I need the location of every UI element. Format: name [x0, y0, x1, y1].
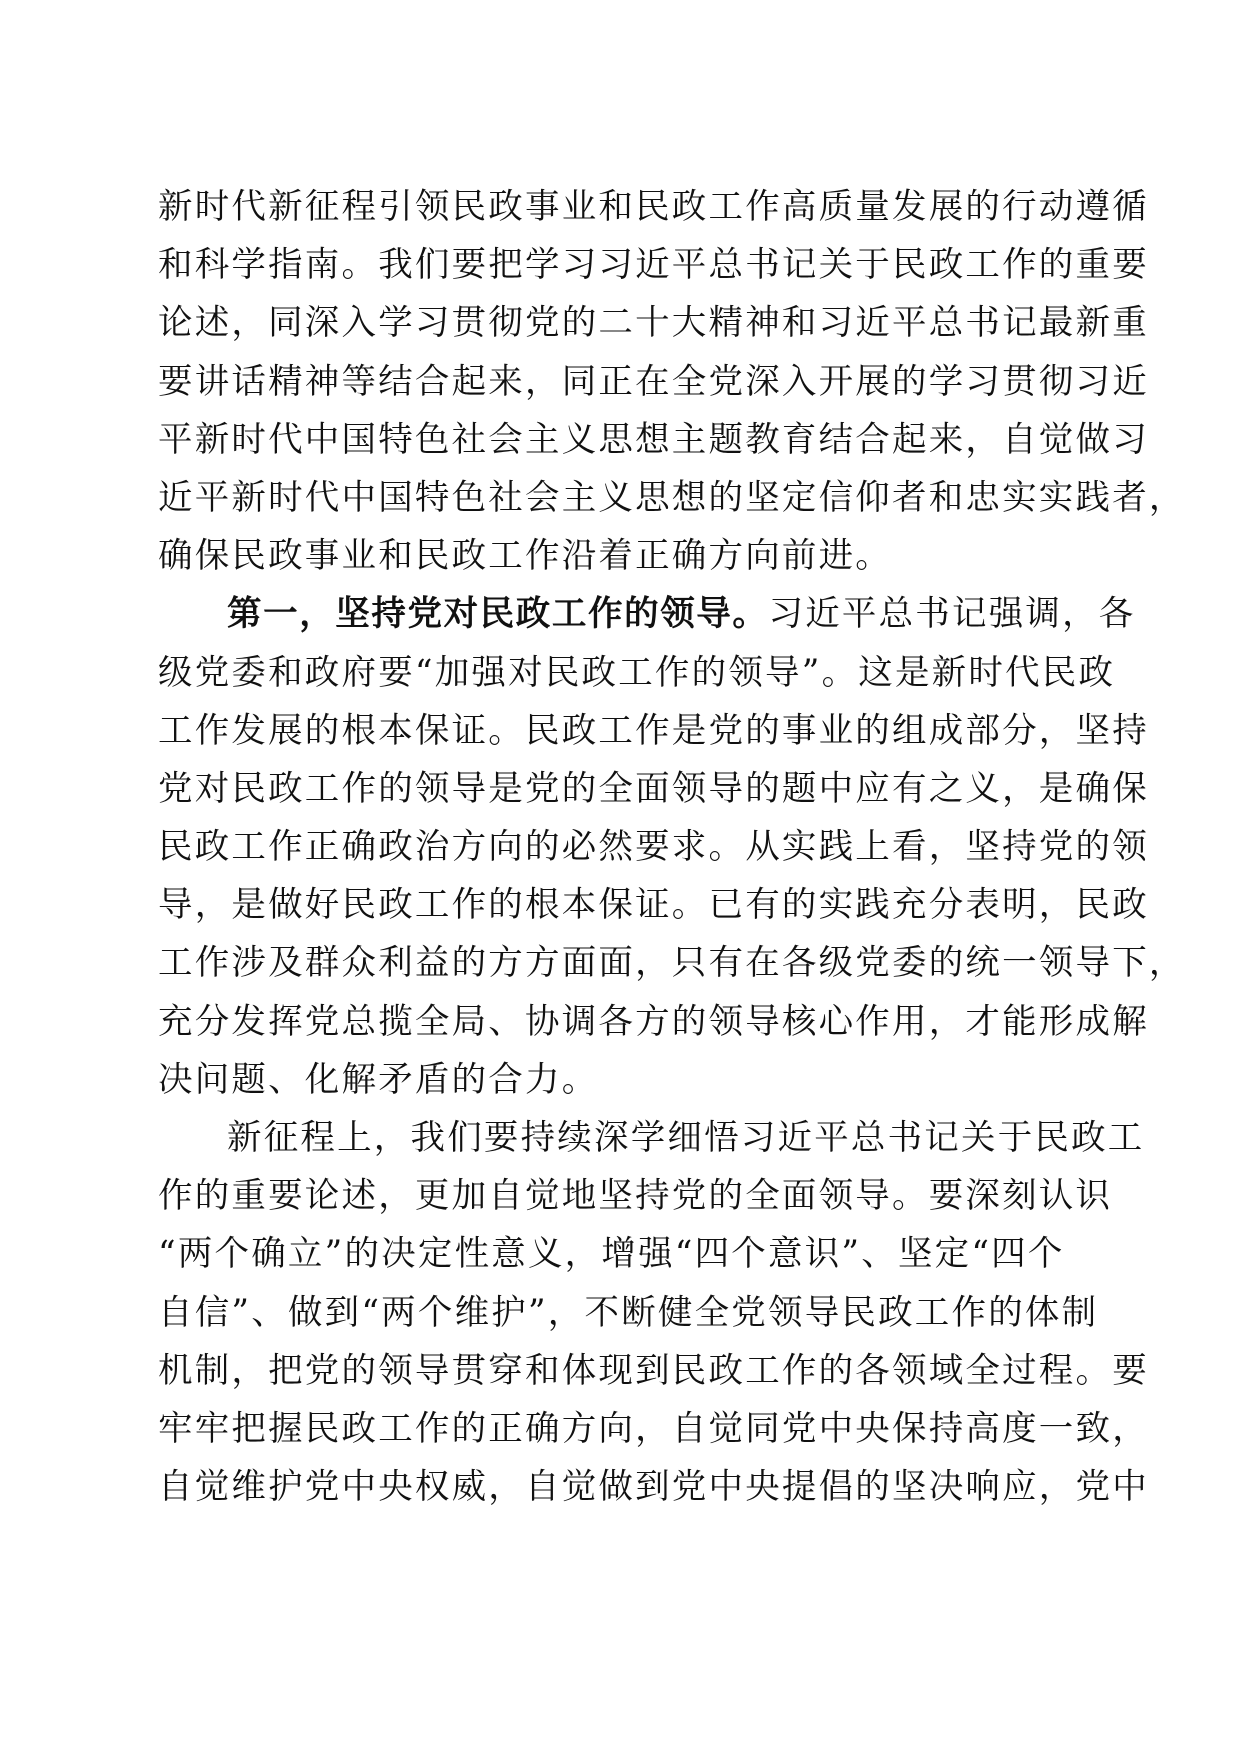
text-line: 要讲话精神等结合起来，同正在全党深入开展的学习贯彻习近 — [158, 361, 1149, 402]
text-line: 充分发挥党总揽全局、协调各方的领导核心作用，才能形成解 — [158, 1001, 1149, 1042]
text-line: 级党委和政府要“加强对民政工作的领导”。这是新时代民政 — [158, 652, 1116, 693]
text-line: “两个确立”的决定性意义，增强“四个意识”、坚定“四个 — [158, 1234, 1065, 1275]
paragraph-3 — [158, 1109, 1149, 1516]
document-body — [158, 178, 1186, 1516]
section-heading-rest: 习近平总书记强调，各 — [768, 594, 1136, 635]
paragraph-1 — [158, 178, 1186, 585]
text-line: 决问题、化解矛盾的合力。 — [158, 1059, 599, 1100]
text-line — [158, 585, 1136, 643]
text-line: 党对民政工作的领导是党的全面领导的题中应有之义，是确保 — [158, 768, 1149, 809]
text-line: 工作涉及群众利益的方方面面，只有在各级党委的统一领导下， — [158, 943, 1186, 984]
paragraph-2 — [158, 585, 1186, 1109]
text-line: 牢牢把握民政工作的正确方向，自觉同党中央保持高度一致， — [158, 1408, 1149, 1449]
text-line: 确保民政事业和民政工作沿着正确方向前进。 — [158, 536, 892, 577]
section-heading: 第一，坚持党对民政工作的领导。 — [227, 594, 769, 635]
text-line: 新征程上，我们要持续深学细悟习近平总书记关于民政工 — [227, 1118, 1145, 1158]
text-line: 作的重要论述，更加自觉地坚持党的全面领导。要深刻认识 — [158, 1176, 1113, 1217]
text-line: 民政工作正确政治方向的必然要求。从实践上看，坚持党的领 — [158, 827, 1149, 868]
text-line: 和科学指南。我们要把学习习近平总书记关于民政工作的重要 — [158, 245, 1149, 286]
text-line: 新时代新征程引领民政事业和民政工作高质量发展的行动遵循 — [158, 187, 1149, 227]
text-line: 近平新时代中国特色社会主义思想的坚定信仰者和忠实实践者， — [158, 477, 1186, 518]
text-line: 工作发展的根本保证。民政工作是党的事业的组成部分，坚持 — [158, 710, 1149, 751]
text-line: 自觉维护党中央权威，自觉做到党中央提倡的坚决响应，党中 — [158, 1467, 1149, 1508]
text-line: 平新时代中国特色社会主义思想主题教育结合起来，自觉做习 — [158, 419, 1149, 460]
text-line: 自信”、做到“两个维护”，不断健全党领导民政工作的体制 — [158, 1292, 1099, 1333]
text-line: 导，是做好民政工作的根本保证。已有的实践充分表明，民政 — [158, 885, 1149, 926]
text-line: 论述，同深入学习贯彻党的二十大精神和习近平总书记最新重 — [158, 303, 1149, 344]
text-line: 机制，把党的领导贯穿和体现到民政工作的各领域全过程。要 — [158, 1350, 1149, 1391]
